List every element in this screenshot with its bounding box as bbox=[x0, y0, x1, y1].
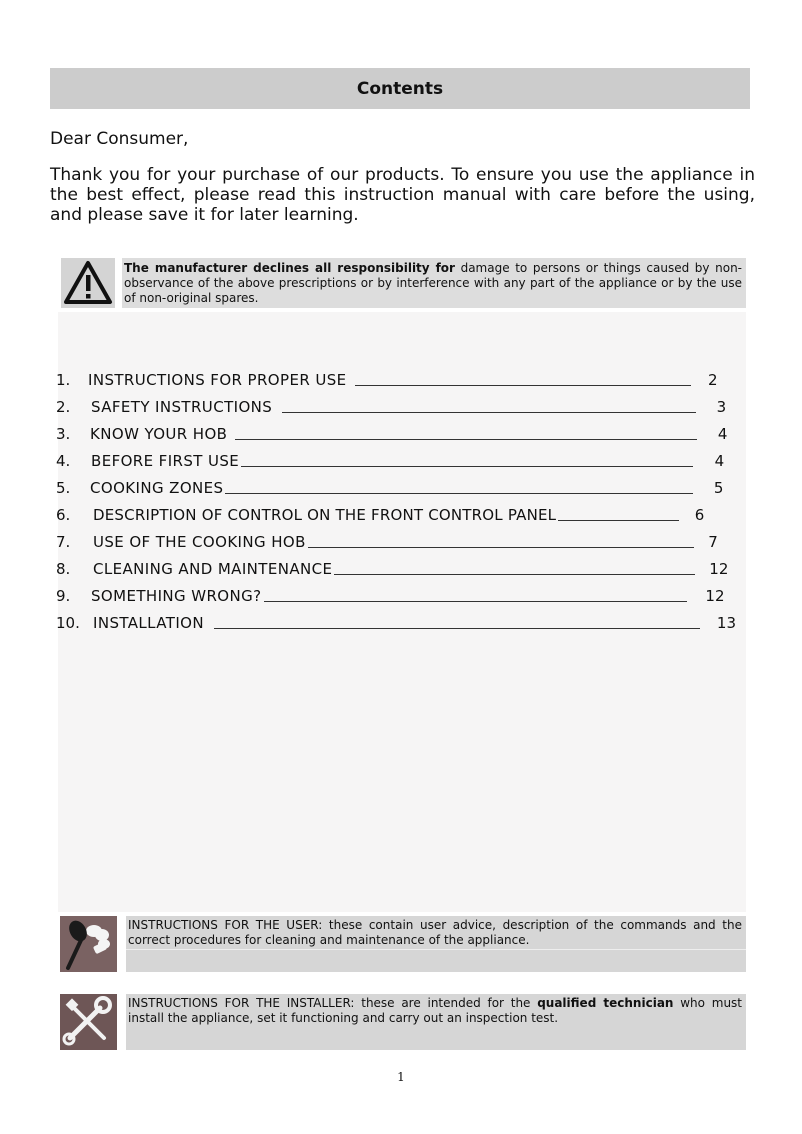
warning-triangle-icon bbox=[61, 258, 115, 308]
toc-title: BEFORE FIRST USE bbox=[91, 452, 240, 470]
toc-entry[interactable] bbox=[56, 452, 724, 470]
warning-bold-text: The manufacturer declines all responsibility for bbox=[124, 261, 455, 275]
toc-leader bbox=[282, 412, 696, 413]
toc-title: SAFETY INSTRUCTIONS bbox=[91, 398, 273, 416]
toc-title: USE OF THE COOKING HOB bbox=[93, 533, 306, 551]
toc-page: 6 bbox=[694, 506, 705, 524]
toc-entry[interactable] bbox=[56, 371, 718, 389]
warning-text: damage to persons or things caused by non-observance of the above prescriptions or by interference with any part of the appliance or by the use of non-original spares. bbox=[124, 261, 742, 305]
toc-page: 3 bbox=[716, 398, 727, 416]
toc-number: 2. bbox=[56, 398, 71, 416]
toc-leader bbox=[558, 520, 679, 521]
greeting: Dear Consumer, bbox=[50, 129, 189, 149]
toc-number: 3. bbox=[56, 425, 71, 443]
warning-icon-box bbox=[61, 258, 115, 308]
toc-entry[interactable] bbox=[56, 425, 727, 443]
user-instructions-label: INSTRUCTIONS FOR THE USER: bbox=[128, 918, 323, 932]
toc-leader bbox=[334, 574, 695, 575]
toc-leader bbox=[355, 385, 691, 386]
toc-leader bbox=[264, 601, 687, 602]
toc-number: 7. bbox=[56, 533, 71, 551]
toc-page: 13 bbox=[716, 614, 736, 632]
toc-number: 8. bbox=[56, 560, 71, 578]
toc-leader bbox=[235, 439, 697, 440]
user-instructions-note bbox=[60, 916, 746, 972]
toc-page: 4 bbox=[714, 452, 725, 470]
installer-instructions-label: INSTRUCTIONS FOR THE INSTALLER: bbox=[128, 996, 355, 1010]
contents-title-bar bbox=[50, 68, 750, 109]
toc-title: CLEANING AND MAINTENANCE bbox=[93, 560, 333, 578]
toc-title: INSTRUCTIONS FOR PROPER USE bbox=[88, 371, 347, 389]
toc-entry[interactable] bbox=[56, 479, 723, 497]
toc-page: 2 bbox=[707, 371, 718, 389]
toc-title: INSTALLATION bbox=[93, 614, 204, 632]
page-title: Contents bbox=[356, 78, 444, 99]
wrench-screwdriver-icon bbox=[60, 994, 117, 1050]
user-instructions-body: these contain user advice, description of the commands and the correct procedures for cleaning and maintenance of the appliance. bbox=[128, 918, 742, 947]
intro-paragraph: Thank you for your purchase of our products. To ensure you use the appliance in the best effect, please read this instruction manual with care before the using, and please save it for later learning. bbox=[50, 165, 755, 225]
installer-instructions-body-2: who must install the appliance, set it functioning and carry out an inspection test. bbox=[128, 996, 743, 1025]
toc-page: 7 bbox=[708, 533, 718, 551]
toc-entry[interactable] bbox=[56, 614, 736, 632]
toc-page: 4 bbox=[717, 425, 728, 443]
toc-entry[interactable] bbox=[56, 533, 718, 551]
toc-page: 12 bbox=[709, 560, 729, 578]
toc-number: 10. bbox=[56, 614, 80, 632]
toc-leader bbox=[225, 493, 693, 494]
toc-number: 4. bbox=[56, 452, 71, 470]
toc-title: KNOW YOUR HOB bbox=[90, 425, 228, 443]
toc-number: 1. bbox=[56, 371, 71, 389]
toc-page: 12 bbox=[705, 587, 725, 605]
installer-instructions-note bbox=[60, 994, 746, 1050]
toc-number: 9. bbox=[56, 587, 71, 605]
toc-number: 5. bbox=[56, 479, 71, 497]
installer-instructions-bold: qualified technician bbox=[537, 996, 674, 1010]
spoon-chef-hat-icon bbox=[60, 916, 117, 972]
page-number: 1 bbox=[397, 1070, 405, 1084]
user-instructions-text bbox=[126, 916, 746, 972]
toc-entry[interactable] bbox=[56, 398, 726, 416]
toc-entry[interactable] bbox=[56, 506, 704, 524]
toc-number: 6. bbox=[56, 506, 71, 524]
installer-instructions-body-1: these are intended for the bbox=[361, 996, 531, 1010]
toc-title: DESCRIPTION OF CONTROL ON THE FRONT CONTROL PANEL bbox=[93, 506, 557, 524]
installer-instructions-text bbox=[126, 994, 746, 1050]
toc-entry[interactable] bbox=[56, 560, 728, 578]
toc-entry[interactable] bbox=[56, 587, 725, 605]
toc-page: 5 bbox=[713, 479, 724, 497]
divider bbox=[126, 949, 746, 950]
toc-leader bbox=[308, 547, 694, 548]
toc-title: SOMETHING WRONG? bbox=[91, 587, 262, 605]
warning-notice bbox=[122, 258, 746, 308]
toc-leader bbox=[241, 466, 693, 467]
toc-leader bbox=[214, 628, 700, 629]
toc-title: COOKING ZONES bbox=[90, 479, 224, 497]
